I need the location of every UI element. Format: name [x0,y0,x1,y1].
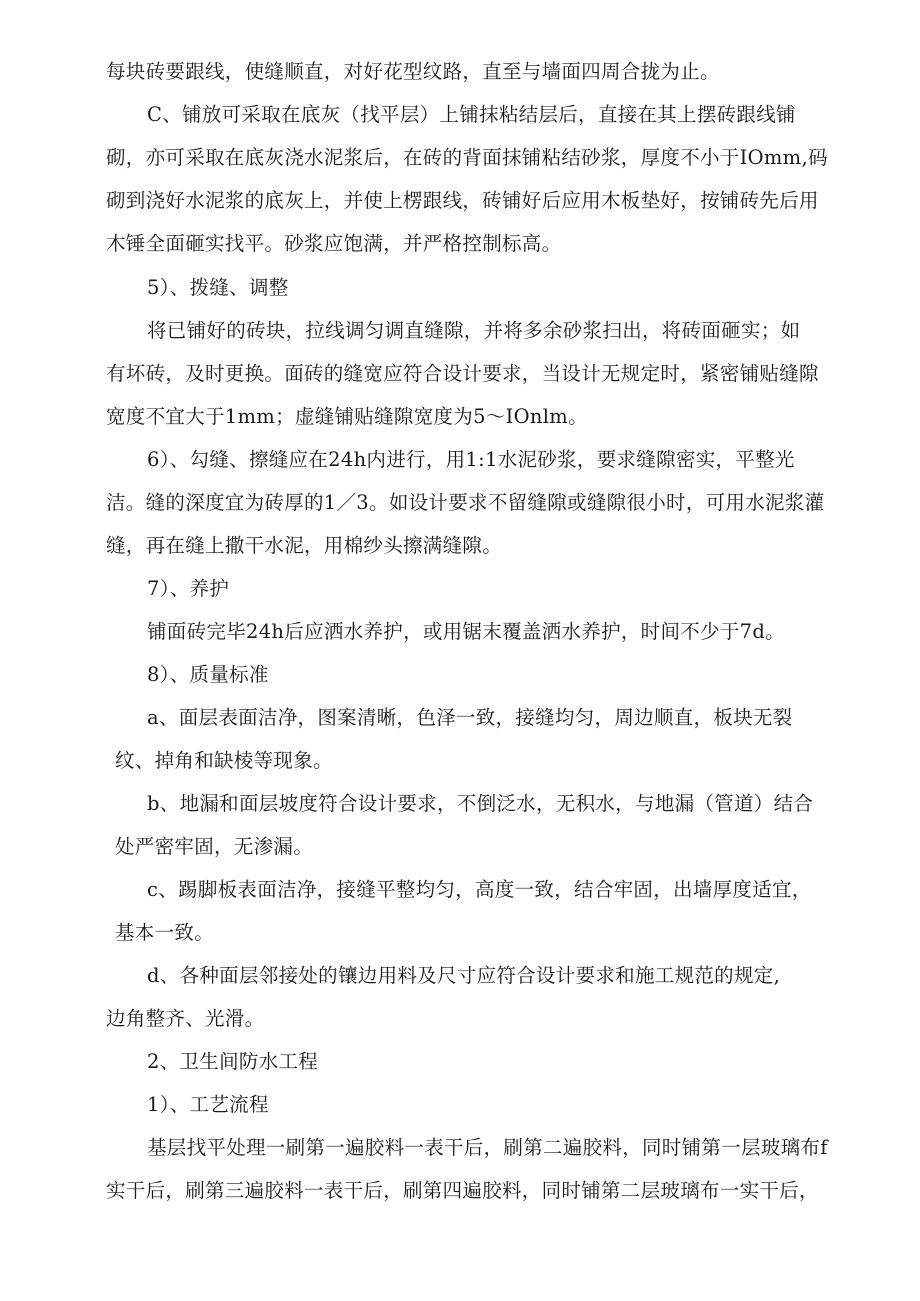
section-heading: 5）、拨缝、调整 [147,276,289,299]
text-line: b、地漏和面层坡度符合设计要求，不倒泛水，无积水，与地漏（管道）结合 [147,792,814,815]
text-line: 缝，再在缝上撒干水泥，用棉纱头擦满缝隙。 [106,534,503,557]
text-line: 实干后，刷第三遍胶料一表干后，刷第四遍胶料，同时铺第二层玻璃布一实干后， [106,1179,819,1202]
text-line: 洁。缝的深度宜为砖厚的1／3。如设计要求不留缝隙或缝隙很小时，可用水泥浆灌 [106,491,825,514]
text-line: C、铺放可采取在底灰（找平层）上铺抹粘结层后，直接在其上摆砖跟线铺 [147,103,796,126]
section-heading: 7）、养护 [147,577,230,600]
text-line: c、踢脚板表面洁净，接缝平整均匀，高度一致，结合牢固，出墙厚度适宜， [147,878,812,901]
text-line: 基层找平处理一刷第一遍胶料一表干后，刷第二遍胶料，同时铺第一层玻璃布f [147,1136,828,1159]
text-line: 铺面砖完毕24h后应洒水养护，或用锯末覆盖洒水养护，时间不少于7d。 [147,620,785,643]
text-line: 有坏砖，及时更换。面砖的缝宽应符合设计要求，当设计无规定时，紧密铺贴缝隙 [106,362,819,385]
section-heading: 8）、质量标准 [147,663,269,686]
text-line: 将已铺好的砖块，拉线调匀调直缝隙，并将多余砂浆扫出，将砖面砸实；如 [147,319,801,342]
text-line: 处严密牢固，无渗漏。 [115,835,314,858]
text-line: 边角整齐、光滑。 [106,1007,265,1030]
section-heading: 1）、工艺流程 [147,1093,269,1116]
text-line: d、各种面层邻接处的镶边用料及尺寸应符合设计要求和施工规范的规定, [147,964,781,987]
text-line: 木锤全面砸实找平。砂浆应饱满，并严格控制标高。 [106,232,562,255]
text-line: 砌，亦可采取在底灰浇水泥浆后，在砖的背面抹铺粘结砂浆，厚度不小于IOmm,码 [106,146,828,169]
section-heading: 2、卫生间防水工程 [147,1050,319,1073]
text-line: 每块砖要跟线，使缝顺直，对好花型纹路，直至与墙面四周合拢为止。 [106,60,720,83]
text-line: 基本一致。 [115,921,215,944]
text-line: 砌到浇好水泥浆的底灰上，并使上楞跟线，砖铺好后应用木板垫好，按铺砖先后用 [106,189,819,212]
text-line: a、面层表面洁净，图案清晰，色泽一致，接缝均匀，周边顺直，板块无裂 [147,706,793,729]
text-line: 纹、掉角和缺棱等现象。 [115,749,333,772]
text-line: 宽度不宜大于1mm；虚缝铺贴缝隙宽度为5～IOnlm。 [106,405,588,428]
section-heading: 6）、勾缝、擦缝应在24h内进行，用1:1水泥砂浆，要求缝隙密实，平整光 [147,448,795,471]
